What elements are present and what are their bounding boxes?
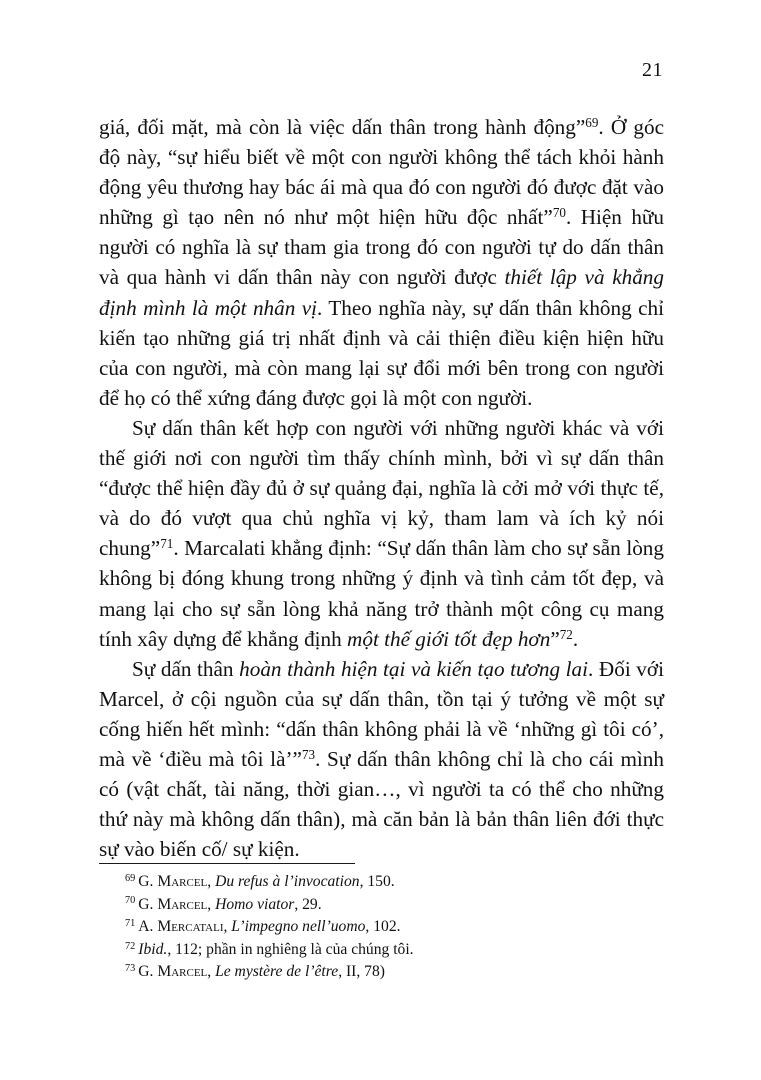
footnote-73 <box>99 961 664 984</box>
text-run: , 112; phần in nghiêng là của chúng tôi. <box>167 940 414 958</box>
footnote-reference-71: 71 <box>160 536 174 552</box>
text-run: ” <box>550 626 560 651</box>
footnote-reference-72: 72 <box>559 626 573 642</box>
italic-run: thiết lập và khẳng định mình là một nhân vị <box>99 265 664 320</box>
italic-run: Le mystère de l’être <box>215 963 339 981</box>
text-run: . Sự dấn thân không chỉ là cho cái mình có (vật chất, tài năng, thời gian…, vì người ta có thể cho những thứ này mà không dấn thân), mà căn bản là bản thân liên đới thực sự vào biến cố/ sự kiện. <box>99 746 664 862</box>
footnote-reference-70: 70 <box>552 205 566 221</box>
footnote-70 <box>99 894 664 917</box>
footnote-marker-73: 73 <box>125 963 136 975</box>
italic-run: hoàn thành hiện tại và kiến tạo tương lai <box>239 656 589 681</box>
text-run: . Marcalati khẳng định: “Sự dấn thân làm cho sự sẵn lòng không bị đóng khung trong những ý định và tình cảm tốt đẹp, và mang lại cho sự sẵn lòng khả năng trở thành một công cụ mang tính xây dựng để khẳng định <box>99 536 664 651</box>
text-run: G. <box>138 895 158 913</box>
text-run: , 102. <box>365 918 401 936</box>
footnote-marker-72: 72 <box>125 940 136 952</box>
para-1 <box>99 112 664 413</box>
footnote-separator-rule <box>99 863 355 864</box>
para-2 <box>99 413 664 654</box>
text-run: . Đối với Marcel, ở cội nguồn của sự dấn thân, tồn tại ý tưởng về một sự cống hiến hết mình: “dấn thân không phải là về ‘những gì tôi có’, mà về ‘điều mà tôi là’” <box>99 656 664 771</box>
small-caps-run: Marcel <box>157 963 208 981</box>
footnote-marker-69: 69 <box>125 872 136 884</box>
text-run: Sự dấn thân kết hợp con người với những người khác và với thế giới nơi con người tìm thấy chính mình, bởi vì sự dấn thân “được thể hiện đầy đủ ở sự quảng đại, nghĩa là cởi mở với thực tế, và do đó vượt qua chủ nghĩa vị kỷ, tham lam và ích kỷ nói chung” <box>99 415 664 561</box>
page-number: 21 <box>642 59 663 81</box>
footnote-69 <box>99 871 664 894</box>
text-run: , <box>223 918 232 936</box>
text-run: giá, đối mặt, mà còn là việc dấn thân trong hành động” <box>99 115 586 139</box>
text-run: . Theo nghĩa này, sự dấn thân không chỉ kiến tạo những giá trị nhất định và cải thiện điều kiện hiện hữu của con người, mà còn mang lại sự đổi mới bên trong con người để họ có thể xứng đáng được gọi là một con người. <box>99 295 664 410</box>
italic-run: Homo viator <box>215 895 295 913</box>
text-run: . Hiện hữu người có nghĩa là sự tham gia trong đó con người tự do dấn thân và qua hành vi dấn thân này con người được <box>99 205 664 290</box>
italic-run: một thế giới tốt đẹp hơn <box>347 626 551 651</box>
footnote-72 <box>99 939 664 962</box>
footnote-reference-73: 73 <box>301 747 316 763</box>
text-run: , <box>207 873 216 890</box>
italic-run: Ibid. <box>138 940 168 958</box>
text-run: . Ở góc độ này, “sự hiểu biết về một con người không thể tách khỏi hành động yêu thương hay bác ái mà qua đó con người đó được đặt vào những gì tạo nên nó như một hiện hữu độc nhất” <box>99 115 664 230</box>
text-run: G. <box>138 873 158 890</box>
italic-run: Du refus à l’invocation <box>215 873 360 890</box>
para-3 <box>99 654 664 865</box>
text-run: , <box>207 963 216 981</box>
text-run: , II, 78) <box>338 963 385 981</box>
small-caps-run: Marcel <box>157 873 208 890</box>
text-run: , <box>207 895 216 913</box>
footnote-block <box>99 871 664 984</box>
italic-run: L’impegno nell’uomo <box>231 918 366 936</box>
footnote-71 <box>99 916 664 939</box>
text-run: Sự dấn thân <box>132 656 240 681</box>
text-run: , 150. <box>359 873 395 890</box>
text-run: G. <box>138 963 158 981</box>
footnote-marker-71: 71 <box>125 918 136 930</box>
small-caps-run: Mercatali <box>157 918 224 936</box>
footnote-reference-69: 69 <box>585 115 599 131</box>
body-text-block <box>99 112 664 864</box>
text-run: , 29. <box>294 895 322 913</box>
text-run: A. <box>138 918 158 936</box>
small-caps-run: Marcel <box>157 895 208 913</box>
footnote-marker-70: 70 <box>125 895 136 907</box>
text-run: . <box>572 626 579 651</box>
